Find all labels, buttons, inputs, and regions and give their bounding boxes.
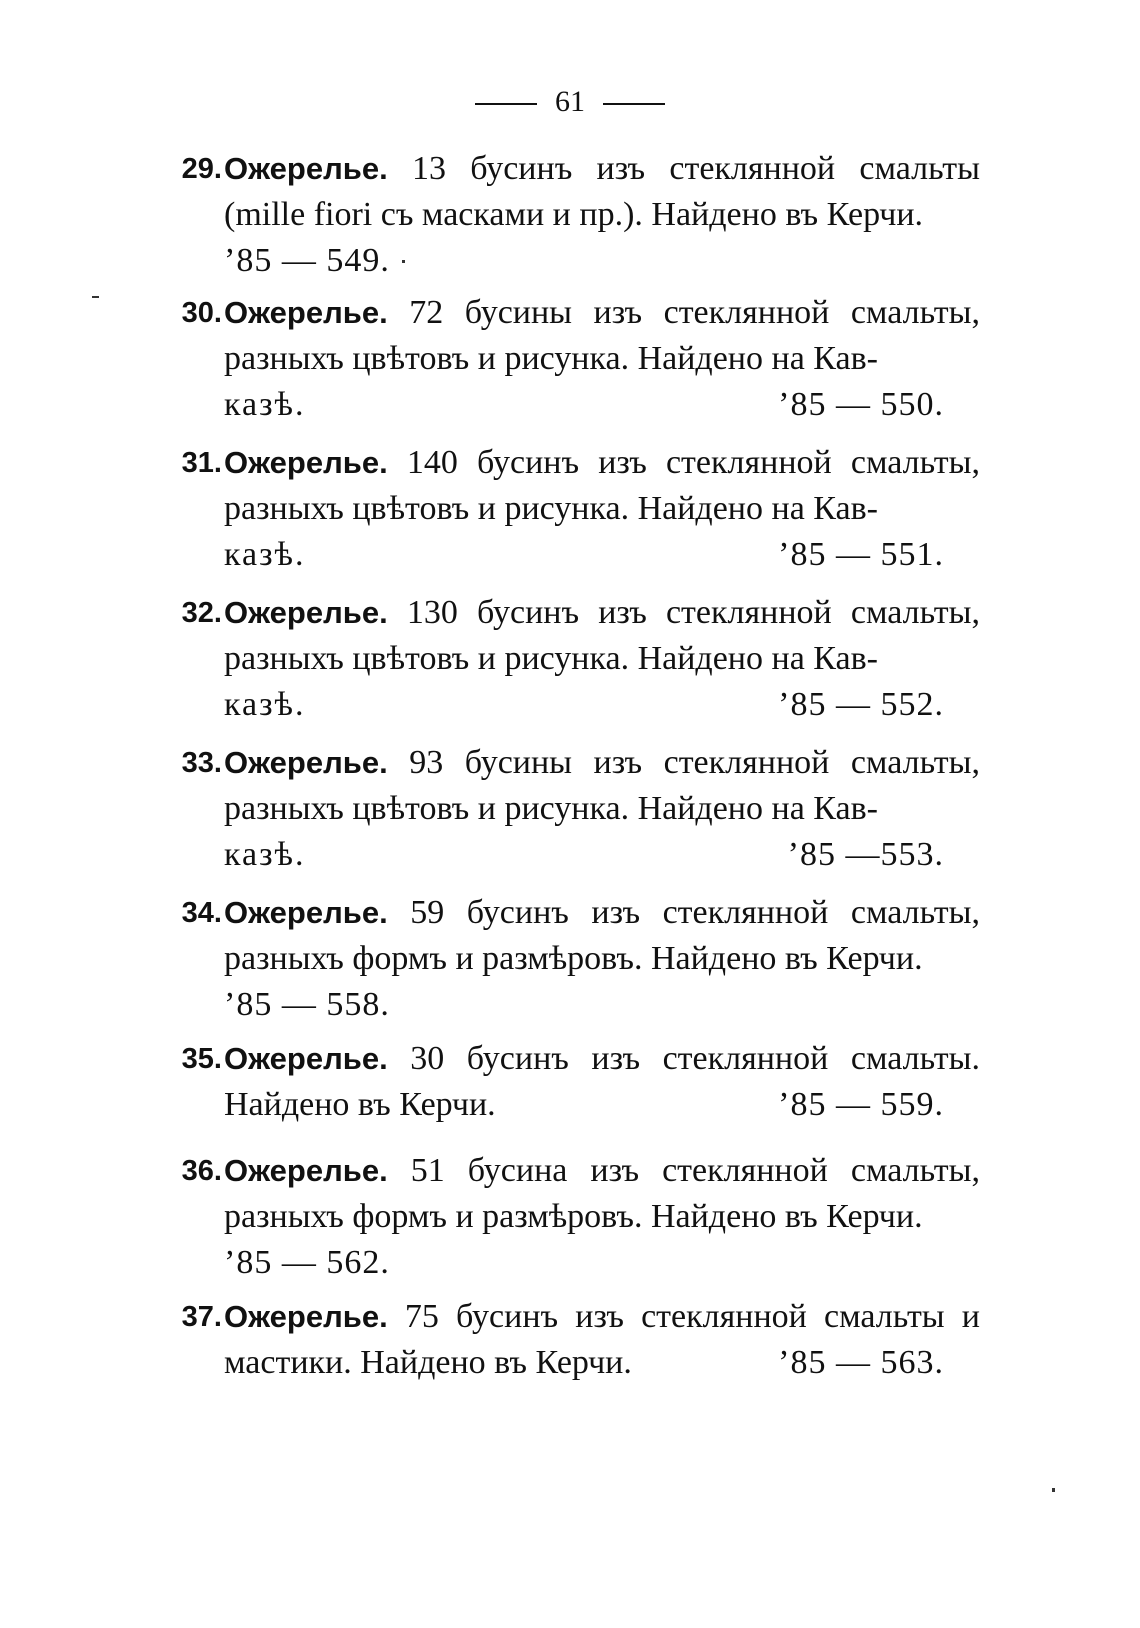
entry-description: 72 бусины изъ стеклянной смальты, разныхъ цвѣтовъ и рисунка. Найдено на Кав- <box>224 294 980 377</box>
catalog-entry <box>150 590 980 728</box>
entry-reference: ’85 — 549. <box>224 242 390 279</box>
entry-reference: ’85 — 558. <box>224 986 390 1023</box>
entry-reference: ’85 — 559. <box>778 1086 944 1123</box>
entry-number: 37. <box>181 1301 222 1333</box>
entry-body <box>224 740 980 878</box>
entry-number: 32. <box>181 597 222 629</box>
entry-title: Ожерелье. <box>224 151 388 186</box>
catalog-entry <box>150 1294 980 1386</box>
scan-speck <box>92 296 99 298</box>
entry-reference: ’85 —553. <box>787 836 944 873</box>
entry-description: 140 бусинъ изъ стеклянной смальты, разныхъ цвѣтовъ и рисунка. Найдено на Кав- <box>224 444 980 527</box>
entry-body <box>224 1036 980 1128</box>
entry-location-continued: казѣ. <box>224 836 306 873</box>
entry-reference: ’85 — 563. <box>778 1344 944 1381</box>
entry-body <box>224 1294 980 1386</box>
entry-description: 30 бусинъ изъ стеклянной смальты. Найдено въ Керчи. <box>224 1040 981 1123</box>
catalog-entry <box>150 1036 980 1128</box>
entry-number: 31. <box>181 447 222 479</box>
entry-number: 35. <box>181 1043 222 1075</box>
entry-reference: ’85 — 551. <box>778 536 944 573</box>
entry-title: Ожерелье. <box>224 1299 388 1334</box>
entry-body <box>224 290 980 428</box>
entry-body <box>224 890 980 1028</box>
entry-title: Ожерелье. <box>224 745 388 780</box>
entry-body <box>224 440 980 578</box>
entry-location-continued: казѣ. <box>224 536 306 573</box>
page-header <box>0 82 1140 122</box>
entry-number: 34. <box>181 897 222 929</box>
catalog-entry <box>150 740 980 878</box>
entry-number: 29. <box>181 153 222 185</box>
header-rule-right <box>603 103 665 105</box>
entry-reference: ’85 — 550. <box>778 386 944 423</box>
entry-number: 33. <box>181 747 222 779</box>
entry-description: 93 бусины изъ стеклянной смальты, разныхъ цвѣтовъ и рисунка. Найдено на Кав- <box>224 744 980 827</box>
entry-description: 75 бусинъ изъ стеклянной смальты и мастики. Найдено въ Керчи. <box>224 1298 981 1381</box>
entry-description: 59 бусинъ изъ стеклянной смальты, разныхъ формъ и размѣровъ. Найдено въ Керчи. <box>224 894 981 977</box>
entry-reference: ’85 — 562. <box>224 1244 390 1281</box>
entry-body <box>224 590 980 728</box>
entry-description: 51 бусина изъ стеклянной смальты, разныхъ формъ и размѣровъ. Найдено въ Керчи. <box>224 1152 980 1235</box>
scan-speck <box>402 260 405 263</box>
entry-number: 36. <box>181 1155 222 1187</box>
entry-description: 13 бусинъ изъ стеклянной смальты (mille fiori съ масками и пр.). Найдено въ Керчи. <box>224 150 981 233</box>
header-rule-left <box>475 103 537 105</box>
entry-title: Ожерелье. <box>224 445 388 480</box>
catalog-entry <box>150 1148 980 1286</box>
catalog-entry <box>150 146 980 284</box>
page-number: 61 <box>555 85 585 118</box>
entry-title: Ожерелье. <box>224 1041 388 1076</box>
entry-description: 130 бусинъ изъ стеклянной смальты, разныхъ цвѣтовъ и рисунка. Найдено на Кав- <box>224 594 980 677</box>
entry-body <box>224 1148 980 1286</box>
catalog-entry <box>150 890 980 1028</box>
entry-body <box>224 146 980 284</box>
entry-title: Ожерелье. <box>224 595 388 630</box>
scan-speck <box>1052 1488 1055 1492</box>
catalog-entry <box>150 290 980 428</box>
entry-number: 30. <box>181 297 222 329</box>
entry-reference: ’85 — 552. <box>778 686 944 723</box>
entry-location-continued: казѣ. <box>224 386 306 423</box>
entry-title: Ожерелье. <box>224 1153 388 1188</box>
entry-title: Ожерелье. <box>224 295 388 330</box>
entry-title: Ожерелье. <box>224 895 388 930</box>
catalog-entry <box>150 440 980 578</box>
entry-location-continued: казѣ. <box>224 686 306 723</box>
